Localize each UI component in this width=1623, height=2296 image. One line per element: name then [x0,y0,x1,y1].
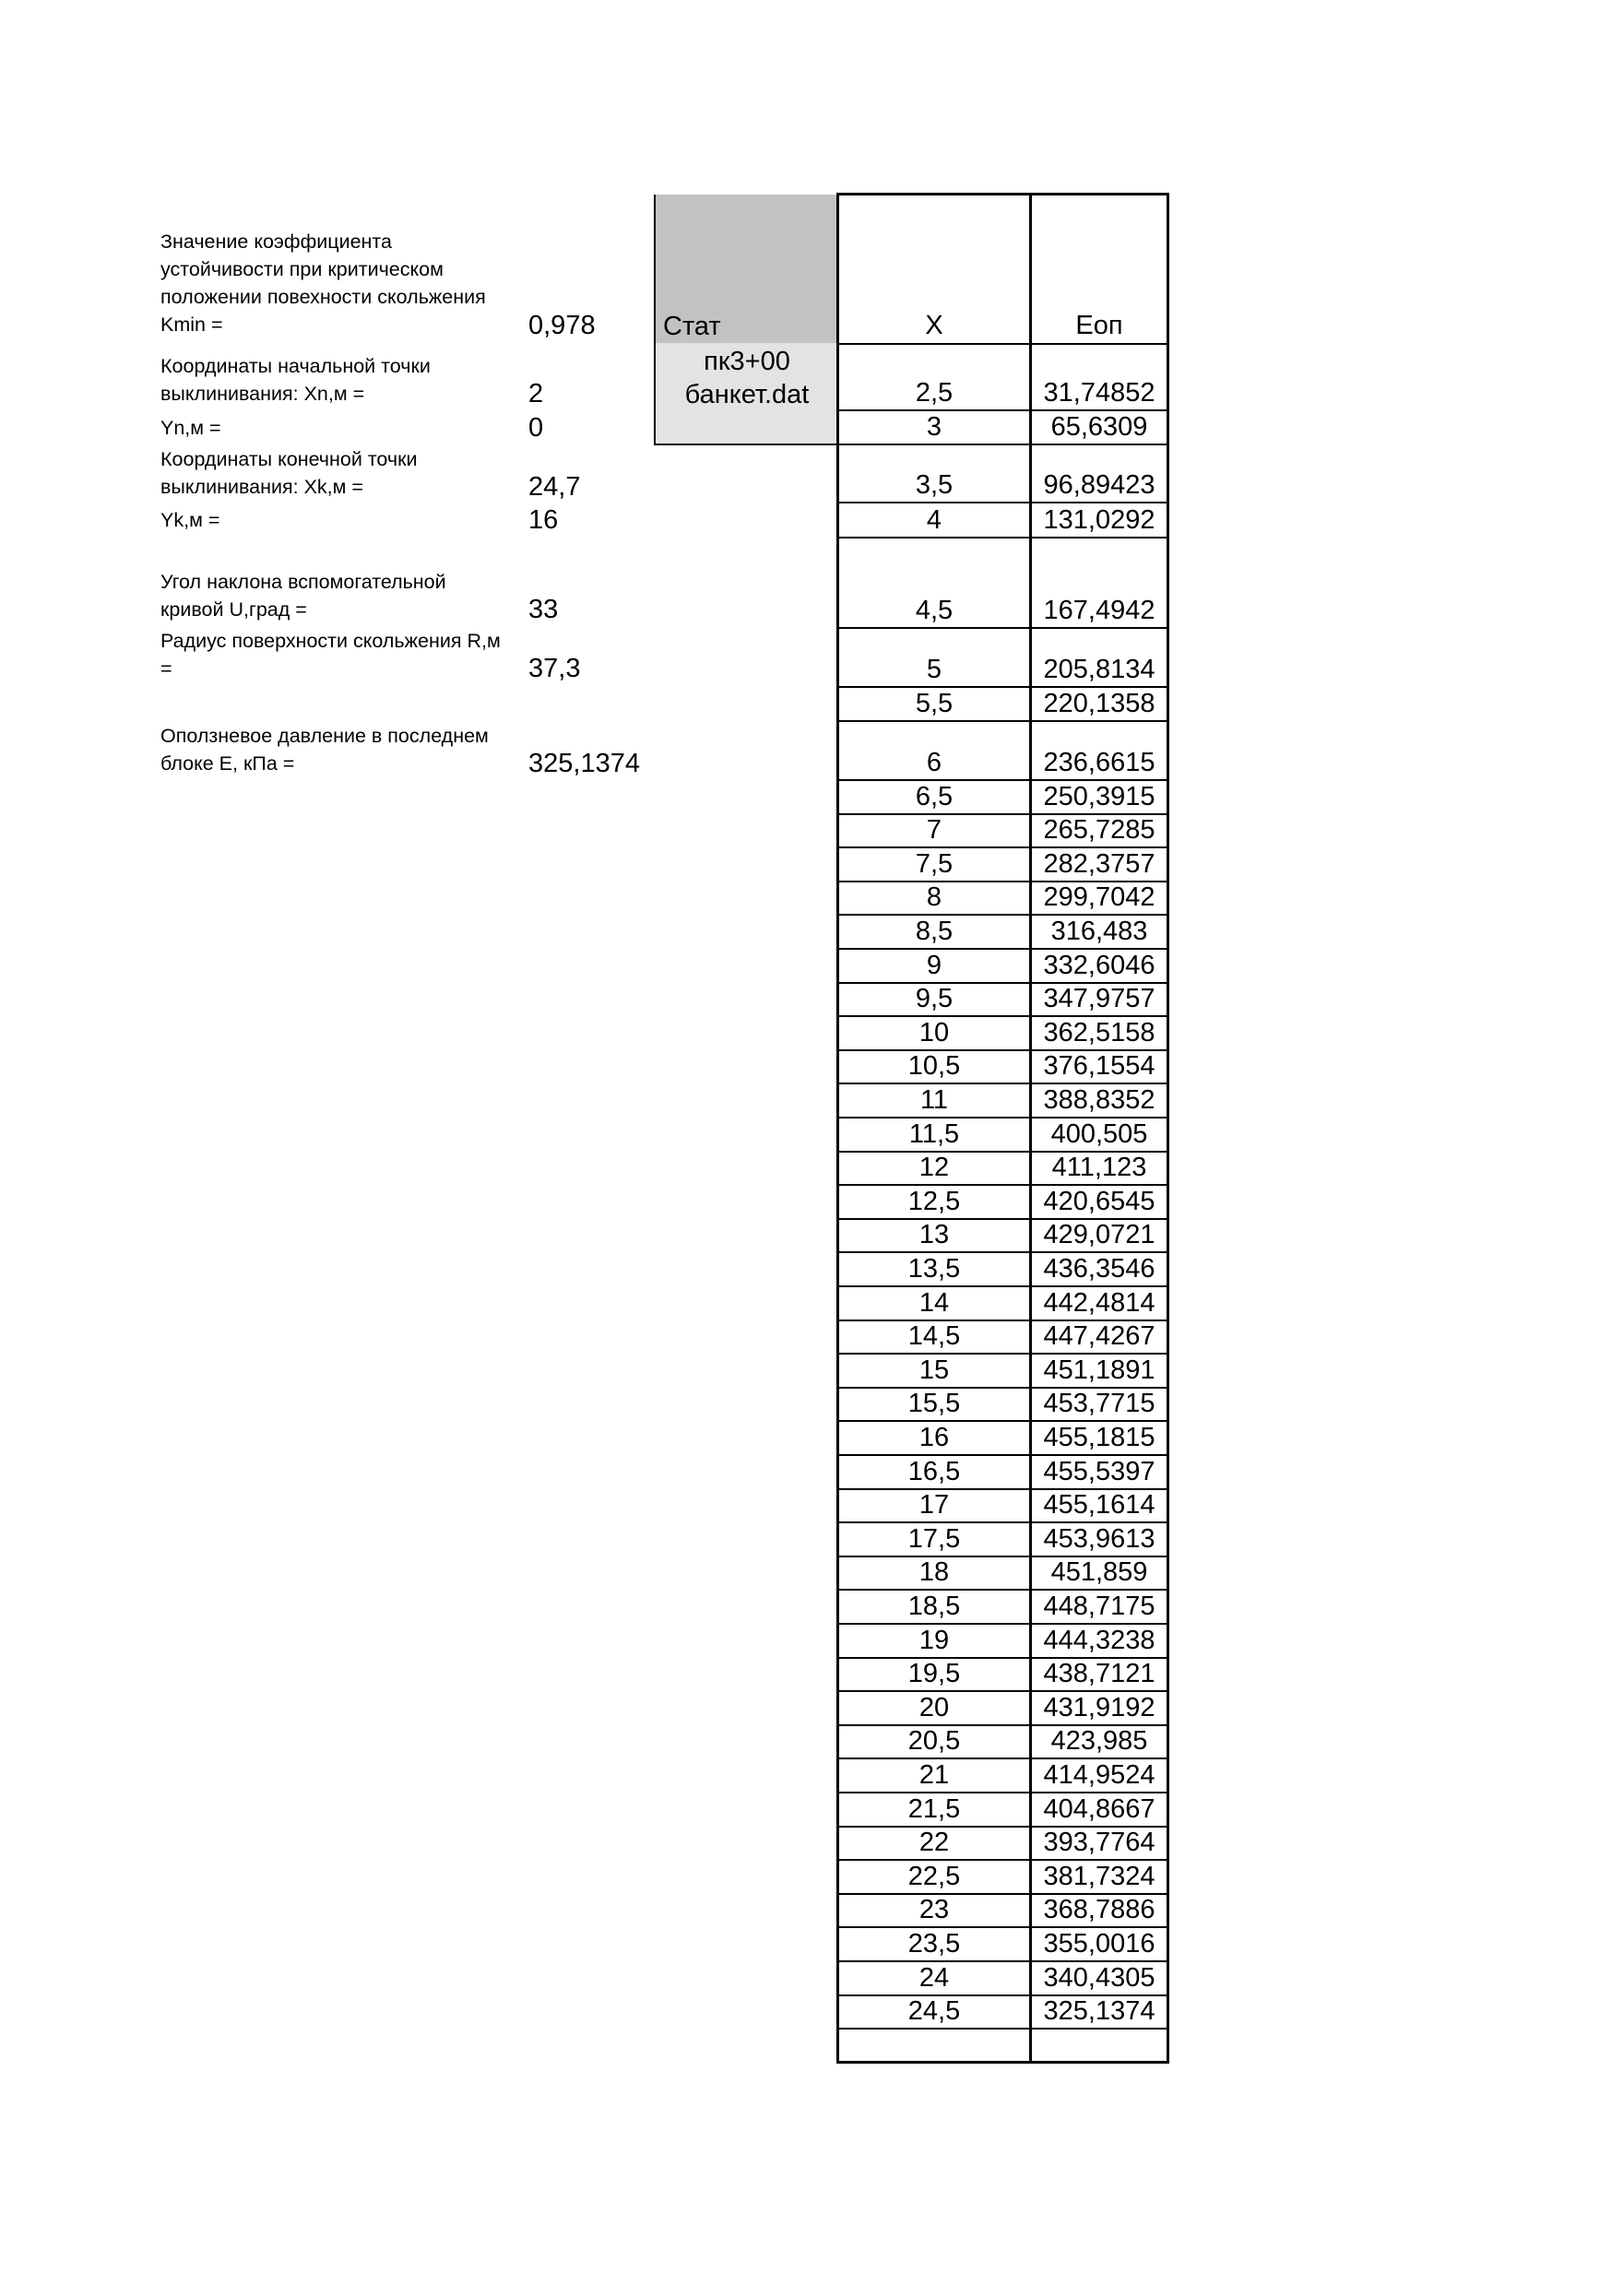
kmin-label: Значение коэффициента устойчивости при критическом положении повехности скольжения Kmin = [160,231,486,336]
table-cell-x: 7,5 [915,849,954,879]
xk-value: 24,7 [528,472,581,502]
table-cell-e: 205,8134 [1043,655,1155,684]
table-cell-x: 3,5 [915,470,954,500]
col-x-header: X [925,311,943,340]
table-cell-e: 316,483 [1050,917,1148,946]
table-cell-x: 7 [926,815,942,845]
table-cell-e: 455,1614 [1043,1490,1155,1520]
table-cell-e: 453,9613 [1043,1524,1155,1554]
stat-header-cell [654,195,838,343]
table-cell-x: 20 [918,1693,950,1722]
table-cell-e: 236,6615 [1043,748,1155,777]
col-e-header: Еоп [1075,311,1123,340]
table-cell-e: 381,7324 [1043,1862,1155,1891]
xn-label: Координаты начальной точки выклинивания: Xn,м = [160,355,431,405]
table-cell-e: 448,7175 [1043,1592,1155,1621]
table-cell-e: 65,6309 [1050,412,1148,442]
stat-file-name: банкет.dat [684,380,810,409]
radius-value: 37,3 [528,654,581,683]
table-cell-e: 414,9524 [1043,1760,1155,1790]
row-border [836,627,1169,629]
table-cell-x: 24,5 [907,1996,961,2026]
table-cell-e: 447,4267 [1043,1321,1155,1351]
table-cell-x: 12 [918,1153,950,1182]
table-cell-e: 355,0016 [1043,1929,1155,1959]
table-cell-e: 340,4305 [1043,1963,1155,1993]
table-cell-x: 23 [918,1895,950,1924]
table-cell-x: 14,5 [907,1321,961,1351]
table-cell-e: 455,5397 [1043,1457,1155,1486]
table-cell-e: 436,3546 [1043,1254,1155,1284]
table-cell-e: 453,7715 [1043,1389,1155,1418]
table-cell-x: 24 [918,1963,950,1993]
table-cell-x: 17,5 [907,1524,961,1554]
table-cell-e: 220,1358 [1043,689,1155,718]
table-cell-x: 9,5 [915,984,954,1013]
stat-file-cell [654,343,838,445]
table-cell-e: 404,8667 [1043,1794,1155,1824]
table-cell-x: 21,5 [907,1794,961,1824]
yk-label: Yk,м = [160,509,220,531]
row-border [836,444,1169,445]
pressure-label: Оползневое давление в последнем блоке E, кПа = [160,725,489,775]
table-cell-x: 5,5 [915,689,954,718]
table-cell-e: 250,3915 [1043,782,1155,811]
radius-label: Радиус поверхности скольжения R,м = [160,630,501,680]
table-cell-e: 420,6545 [1043,1187,1155,1216]
table-cell-x: 13,5 [907,1254,961,1284]
table-cell-x: 16,5 [907,1457,961,1486]
table-cell-x: 2,5 [915,378,954,408]
table-cell-x: 22,5 [907,1862,961,1891]
yn-label: Yn,м = [160,417,221,439]
table-cell-e: 325,1374 [1043,1996,1155,2026]
table-cell-x: 22 [918,1828,950,1857]
table-cell-x: 6 [926,748,942,777]
table-cell-e: 376,1554 [1043,1051,1155,1081]
table-cell-x: 14 [918,1288,950,1318]
xk-label: Координаты конечной точки выклинивания: Xk,м = [160,448,418,498]
table-cell-e: 347,9757 [1043,984,1155,1013]
u-angle-value: 33 [528,595,559,624]
row-border [836,2028,1169,2030]
table-cell-e: 96,89423 [1043,470,1155,500]
table-cell-x: 4 [926,505,942,535]
table-cell-e: 400,505 [1050,1119,1148,1149]
u-angle-label: Угол наклона вспомогательной кривой U,град = [160,571,446,621]
header-row-border [836,343,1169,345]
table-cell-e: 429,0721 [1043,1220,1155,1249]
stat-file-station: пк3+00 [704,347,790,376]
table-cell-e: 332,6046 [1043,951,1155,980]
table-cell-e: 362,5158 [1043,1018,1155,1047]
table-cell-x: 18,5 [907,1592,961,1621]
table-cell-e: 423,985 [1050,1726,1148,1756]
table-cell-x: 13 [918,1220,950,1249]
table-cell-x: 10,5 [907,1051,961,1081]
table-cell-x: 16 [918,1423,950,1452]
table-cell-x: 6,5 [915,782,954,811]
table-cell-e: 444,3238 [1043,1626,1155,1655]
table-cell-e: 438,7121 [1043,1659,1155,1688]
table-cell-e: 442,4814 [1043,1288,1155,1318]
table-cell-e: 411,123 [1051,1153,1147,1182]
table-cell-x: 17 [918,1490,950,1520]
table-cell-e: 131,0292 [1043,505,1155,535]
table-cell-x: 15,5 [907,1389,961,1418]
table-cell-e: 282,3757 [1043,849,1155,879]
table-cell-x: 5 [926,655,942,684]
kmin-value: 0,978 [528,311,596,340]
table-cell-e: 265,7285 [1043,815,1155,845]
table-cell-x: 8 [926,882,942,912]
table-cell-e: 299,7042 [1043,882,1155,912]
table-cell-x: 8,5 [915,917,954,946]
table-cell-e: 451,859 [1050,1557,1148,1587]
table-cell-x: 12,5 [907,1187,961,1216]
table-cell-e: 393,7764 [1043,1828,1155,1857]
table-cell-x: 19 [918,1626,950,1655]
table-cell-e: 431,9192 [1043,1693,1155,1722]
row-border [836,720,1169,722]
table-cell-x: 19,5 [907,1659,961,1688]
table-cell-x: 10 [918,1018,950,1047]
table-cell-x: 23,5 [907,1929,961,1959]
table-cell-e: 167,4942 [1043,596,1155,625]
table-cell-x: 21 [918,1760,950,1790]
table-cell-e: 31,74852 [1043,378,1155,408]
yk-value: 16 [528,505,559,535]
table-cell-x: 20,5 [907,1726,961,1756]
table-cell-x: 18 [918,1557,950,1587]
row-border [836,537,1169,538]
yn-value: 0 [528,413,544,443]
table-cell-e: 451,1891 [1043,1355,1155,1385]
pressure-value: 325,1374 [528,749,640,778]
stat-header-text: Стат [663,312,721,341]
table-cell-e: 388,8352 [1043,1085,1155,1115]
table-cell-e: 368,7886 [1043,1895,1155,1924]
table-cell-e: 455,1815 [1043,1423,1155,1452]
table-cell-x: 15 [918,1355,950,1385]
table-cell-x: 4,5 [915,596,954,625]
table-cell-x: 9 [926,951,942,980]
table-cell-x: 11 [919,1085,949,1115]
table-cell-x: 11,5 [908,1119,960,1149]
row-border [836,502,1169,503]
table-cell-x: 3 [926,412,942,442]
xn-value: 2 [528,379,544,408]
